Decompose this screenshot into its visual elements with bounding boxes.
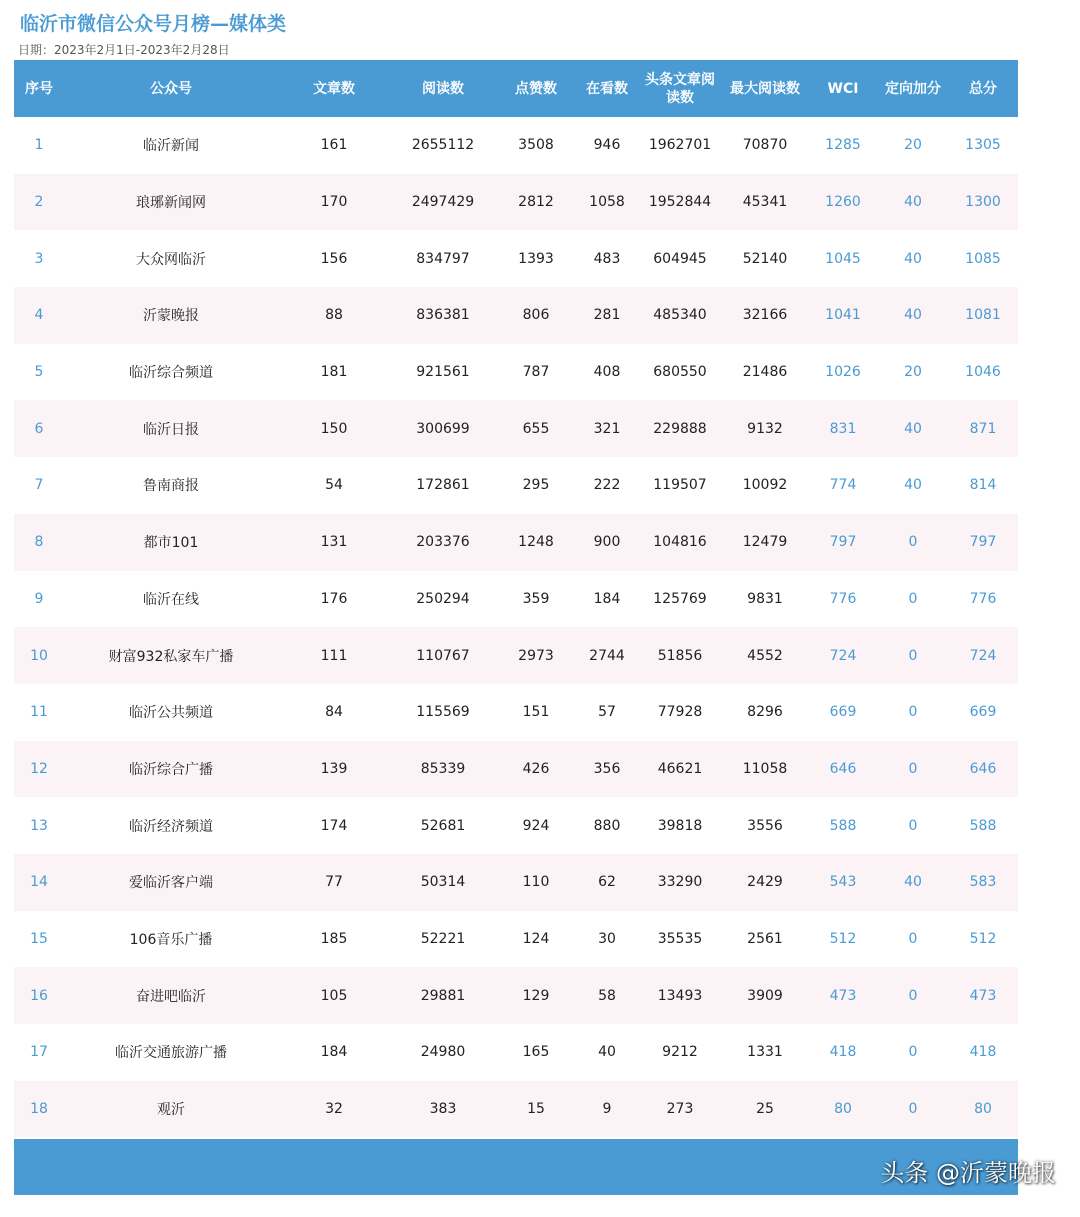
table-row xyxy=(14,1081,1018,1138)
cell-bonus: 0 xyxy=(878,1024,948,1081)
cell-headline-reads: 104816 xyxy=(638,514,722,571)
table-row xyxy=(14,1024,1018,1081)
cell-watching: 321 xyxy=(576,400,638,457)
cell-likes: 15 xyxy=(496,1081,576,1138)
cell-watching: 946 xyxy=(576,117,638,174)
cell-watching: 57 xyxy=(576,684,638,741)
cell-articles: 156 xyxy=(278,230,390,287)
cell-likes: 295 xyxy=(496,457,576,514)
cell-bonus: 40 xyxy=(878,230,948,287)
cell-watching: 900 xyxy=(576,514,638,571)
cell-headline-reads: 229888 xyxy=(638,400,722,457)
cell-account-name: 爱临沂客户端 xyxy=(64,854,278,911)
cell-watching: 356 xyxy=(576,741,638,798)
cell-articles: 84 xyxy=(278,684,390,741)
cell-max-reads: 3909 xyxy=(722,967,808,1024)
header-total: 总分 xyxy=(948,60,1018,117)
cell-total: 588 xyxy=(948,797,1018,854)
cell-articles: 105 xyxy=(278,967,390,1024)
cell-wci: 724 xyxy=(808,627,878,684)
cell-wci: 80 xyxy=(808,1081,878,1138)
cell-bonus: 0 xyxy=(878,911,948,968)
cell-wci: 1045 xyxy=(808,230,878,287)
cell-bonus: 0 xyxy=(878,741,948,798)
cell-watching: 2744 xyxy=(576,627,638,684)
cell-rank: 4 xyxy=(14,287,64,344)
cell-watching: 880 xyxy=(576,797,638,854)
table-header-row xyxy=(14,60,1018,117)
cell-headline-reads: 35535 xyxy=(638,911,722,968)
cell-total: 1081 xyxy=(948,287,1018,344)
cell-total: 473 xyxy=(948,967,1018,1024)
table-row xyxy=(14,797,1018,854)
cell-headline-reads: 485340 xyxy=(638,287,722,344)
cell-max-reads: 4552 xyxy=(722,627,808,684)
cell-account-name: 临沂经济频道 xyxy=(64,797,278,854)
table-row xyxy=(14,741,1018,798)
watermark: 头条 @沂蒙晚报 xyxy=(880,1159,1056,1187)
cell-total: 1300 xyxy=(948,174,1018,231)
cell-headline-reads: 119507 xyxy=(638,457,722,514)
cell-headline-reads: 1952844 xyxy=(638,174,722,231)
cell-likes: 359 xyxy=(496,571,576,628)
cell-wci: 1260 xyxy=(808,174,878,231)
cell-articles: 54 xyxy=(278,457,390,514)
cell-max-reads: 2561 xyxy=(722,911,808,968)
cell-max-reads: 9831 xyxy=(722,571,808,628)
cell-likes: 110 xyxy=(496,854,576,911)
cell-bonus: 0 xyxy=(878,514,948,571)
cell-account-name: 都市101 xyxy=(64,514,278,571)
cell-rank: 13 xyxy=(14,797,64,854)
cell-reads: 110767 xyxy=(390,627,496,684)
cell-account-name: 琅琊新闻网 xyxy=(64,174,278,231)
cell-articles: 32 xyxy=(278,1081,390,1138)
cell-watching: 40 xyxy=(576,1024,638,1081)
cell-total: 1305 xyxy=(948,117,1018,174)
cell-watching: 408 xyxy=(576,344,638,401)
cell-account-name: 临沂综合频道 xyxy=(64,344,278,401)
cell-rank: 11 xyxy=(14,684,64,741)
cell-total: 418 xyxy=(948,1024,1018,1081)
cell-bonus: 0 xyxy=(878,1081,948,1138)
cell-headline-reads: 1962701 xyxy=(638,117,722,174)
header-watching: 在看数 xyxy=(576,60,638,117)
cell-headline-reads: 680550 xyxy=(638,344,722,401)
cell-articles: 185 xyxy=(278,911,390,968)
cell-likes: 165 xyxy=(496,1024,576,1081)
table-row xyxy=(14,854,1018,911)
cell-reads: 921561 xyxy=(390,344,496,401)
cell-account-name: 鲁南商报 xyxy=(64,457,278,514)
cell-max-reads: 45341 xyxy=(722,174,808,231)
cell-reads: 52681 xyxy=(390,797,496,854)
cell-bonus: 40 xyxy=(878,457,948,514)
cell-likes: 129 xyxy=(496,967,576,1024)
cell-rank: 12 xyxy=(14,741,64,798)
cell-rank: 15 xyxy=(14,911,64,968)
cell-headline-reads: 125769 xyxy=(638,571,722,628)
cell-articles: 77 xyxy=(278,854,390,911)
cell-headline-reads: 51856 xyxy=(638,627,722,684)
cell-max-reads: 21486 xyxy=(722,344,808,401)
header-rank: 序号 xyxy=(14,60,64,117)
cell-likes: 426 xyxy=(496,741,576,798)
cell-total: 80 xyxy=(948,1081,1018,1138)
cell-watching: 1058 xyxy=(576,174,638,231)
cell-likes: 1393 xyxy=(496,230,576,287)
cell-likes: 3508 xyxy=(496,117,576,174)
table-row xyxy=(14,117,1018,174)
table-row xyxy=(14,684,1018,741)
cell-bonus: 0 xyxy=(878,967,948,1024)
cell-max-reads: 9132 xyxy=(722,400,808,457)
cell-articles: 111 xyxy=(278,627,390,684)
cell-watching: 222 xyxy=(576,457,638,514)
cell-wci: 646 xyxy=(808,741,878,798)
cell-account-name: 临沂日报 xyxy=(64,400,278,457)
table-row xyxy=(14,400,1018,457)
header-headline-reads: 头条文章阅读数 xyxy=(638,60,722,117)
cell-max-reads: 10092 xyxy=(722,457,808,514)
cell-reads: 50314 xyxy=(390,854,496,911)
cell-bonus: 0 xyxy=(878,684,948,741)
cell-account-name: 临沂新闻 xyxy=(64,117,278,174)
cell-max-reads: 12479 xyxy=(722,514,808,571)
cell-max-reads: 11058 xyxy=(722,741,808,798)
cell-bonus: 20 xyxy=(878,344,948,401)
cell-total: 797 xyxy=(948,514,1018,571)
cell-wci: 774 xyxy=(808,457,878,514)
cell-headline-reads: 9212 xyxy=(638,1024,722,1081)
cell-rank: 14 xyxy=(14,854,64,911)
cell-account-name: 临沂交通旅游广播 xyxy=(64,1024,278,1081)
table-row xyxy=(14,344,1018,401)
cell-watching: 184 xyxy=(576,571,638,628)
cell-total: 871 xyxy=(948,400,1018,457)
cell-reads: 172861 xyxy=(390,457,496,514)
cell-account-name: 财富932私家车广播 xyxy=(64,627,278,684)
cell-likes: 806 xyxy=(496,287,576,344)
cell-wci: 1026 xyxy=(808,344,878,401)
cell-likes: 1248 xyxy=(496,514,576,571)
cell-bonus: 40 xyxy=(878,854,948,911)
cell-bonus: 0 xyxy=(878,797,948,854)
cell-rank: 1 xyxy=(14,117,64,174)
cell-wci: 588 xyxy=(808,797,878,854)
cell-wci: 1285 xyxy=(808,117,878,174)
cell-reads: 300699 xyxy=(390,400,496,457)
cell-wci: 1041 xyxy=(808,287,878,344)
cell-likes: 2973 xyxy=(496,627,576,684)
cell-reads: 29881 xyxy=(390,967,496,1024)
cell-likes: 655 xyxy=(496,400,576,457)
cell-account-name: 临沂在线 xyxy=(64,571,278,628)
cell-total: 724 xyxy=(948,627,1018,684)
cell-watching: 30 xyxy=(576,911,638,968)
header-reads: 阅读数 xyxy=(390,60,496,117)
cell-reads: 250294 xyxy=(390,571,496,628)
cell-reads: 2655112 xyxy=(390,117,496,174)
cell-rank: 17 xyxy=(14,1024,64,1081)
cell-reads: 836381 xyxy=(390,287,496,344)
cell-account-name: 沂蒙晚报 xyxy=(64,287,278,344)
header-account: 公众号 xyxy=(64,60,278,117)
table-row xyxy=(14,514,1018,571)
cell-watching: 58 xyxy=(576,967,638,1024)
cell-reads: 52221 xyxy=(390,911,496,968)
cell-wci: 543 xyxy=(808,854,878,911)
cell-account-name: 临沂综合广播 xyxy=(64,741,278,798)
cell-articles: 139 xyxy=(278,741,390,798)
cell-reads: 115569 xyxy=(390,684,496,741)
cell-watching: 281 xyxy=(576,287,638,344)
cell-watching: 9 xyxy=(576,1081,638,1138)
cell-total: 1046 xyxy=(948,344,1018,401)
cell-reads: 203376 xyxy=(390,514,496,571)
cell-rank: 10 xyxy=(14,627,64,684)
cell-reads: 85339 xyxy=(390,741,496,798)
cell-account-name: 奋进吧临沂 xyxy=(64,967,278,1024)
header-likes: 点赞数 xyxy=(496,60,576,117)
cell-wci: 797 xyxy=(808,514,878,571)
cell-max-reads: 1331 xyxy=(722,1024,808,1081)
cell-rank: 8 xyxy=(14,514,64,571)
table-row xyxy=(14,571,1018,628)
cell-wci: 669 xyxy=(808,684,878,741)
cell-bonus: 20 xyxy=(878,117,948,174)
cell-total: 646 xyxy=(948,741,1018,798)
cell-rank: 7 xyxy=(14,457,64,514)
cell-total: 776 xyxy=(948,571,1018,628)
table-row xyxy=(14,627,1018,684)
cell-max-reads: 8296 xyxy=(722,684,808,741)
cell-articles: 176 xyxy=(278,571,390,628)
cell-wci: 776 xyxy=(808,571,878,628)
cell-headline-reads: 33290 xyxy=(638,854,722,911)
cell-wci: 473 xyxy=(808,967,878,1024)
cell-reads: 2497429 xyxy=(390,174,496,231)
header-bonus: 定向加分 xyxy=(878,60,948,117)
cell-total: 1085 xyxy=(948,230,1018,287)
cell-bonus: 40 xyxy=(878,174,948,231)
cell-account-name: 106音乐广播 xyxy=(64,911,278,968)
cell-articles: 150 xyxy=(278,400,390,457)
cell-likes: 124 xyxy=(496,911,576,968)
cell-max-reads: 32166 xyxy=(722,287,808,344)
cell-wci: 418 xyxy=(808,1024,878,1081)
cell-wci: 831 xyxy=(808,400,878,457)
cell-bonus: 40 xyxy=(878,400,948,457)
table-row xyxy=(14,911,1018,968)
cell-rank: 5 xyxy=(14,344,64,401)
cell-account-name: 临沂公共频道 xyxy=(64,684,278,741)
cell-rank: 3 xyxy=(14,230,64,287)
cell-headline-reads: 273 xyxy=(638,1081,722,1138)
cell-total: 512 xyxy=(948,911,1018,968)
cell-max-reads: 3556 xyxy=(722,797,808,854)
cell-headline-reads: 77928 xyxy=(638,684,722,741)
cell-likes: 787 xyxy=(496,344,576,401)
cell-headline-reads: 604945 xyxy=(638,230,722,287)
cell-account-name: 观沂 xyxy=(64,1081,278,1138)
table-row xyxy=(14,967,1018,1024)
table-row xyxy=(14,287,1018,344)
cell-articles: 174 xyxy=(278,797,390,854)
header-articles: 文章数 xyxy=(278,60,390,117)
cell-wci: 512 xyxy=(808,911,878,968)
cell-total: 583 xyxy=(948,854,1018,911)
cell-rank: 16 xyxy=(14,967,64,1024)
cell-articles: 170 xyxy=(278,174,390,231)
table-row xyxy=(14,174,1018,231)
cell-rank: 6 xyxy=(14,400,64,457)
cell-headline-reads: 46621 xyxy=(638,741,722,798)
cell-total: 669 xyxy=(948,684,1018,741)
cell-articles: 181 xyxy=(278,344,390,401)
cell-account-name: 大众网临沂 xyxy=(64,230,278,287)
cell-reads: 834797 xyxy=(390,230,496,287)
cell-likes: 2812 xyxy=(496,174,576,231)
cell-articles: 161 xyxy=(278,117,390,174)
page-title: 临沂市微信公众号月榜—媒体类 xyxy=(20,13,287,35)
cell-bonus: 40 xyxy=(878,287,948,344)
cell-max-reads: 2429 xyxy=(722,854,808,911)
table-row xyxy=(14,230,1018,287)
cell-likes: 924 xyxy=(496,797,576,854)
cell-max-reads: 70870 xyxy=(722,117,808,174)
cell-headline-reads: 13493 xyxy=(638,967,722,1024)
cell-articles: 88 xyxy=(278,287,390,344)
cell-articles: 184 xyxy=(278,1024,390,1081)
header-max-reads: 最大阅读数 xyxy=(722,60,808,117)
cell-articles: 131 xyxy=(278,514,390,571)
cell-reads: 383 xyxy=(390,1081,496,1138)
cell-total: 814 xyxy=(948,457,1018,514)
cell-headline-reads: 39818 xyxy=(638,797,722,854)
ranking-table xyxy=(14,60,1018,1137)
cell-max-reads: 52140 xyxy=(722,230,808,287)
cell-reads: 24980 xyxy=(390,1024,496,1081)
cell-rank: 9 xyxy=(14,571,64,628)
table-row xyxy=(14,457,1018,514)
cell-watching: 483 xyxy=(576,230,638,287)
cell-max-reads: 25 xyxy=(722,1081,808,1138)
cell-bonus: 0 xyxy=(878,571,948,628)
page-date: 日期：2023年2月1日-2023年2月28日 xyxy=(18,43,230,57)
cell-bonus: 0 xyxy=(878,627,948,684)
cell-watching: 62 xyxy=(576,854,638,911)
cell-rank: 2 xyxy=(14,174,64,231)
header-wci: WCI xyxy=(808,60,878,117)
cell-rank: 18 xyxy=(14,1081,64,1138)
cell-likes: 151 xyxy=(496,684,576,741)
footer-bar xyxy=(14,1139,1018,1195)
